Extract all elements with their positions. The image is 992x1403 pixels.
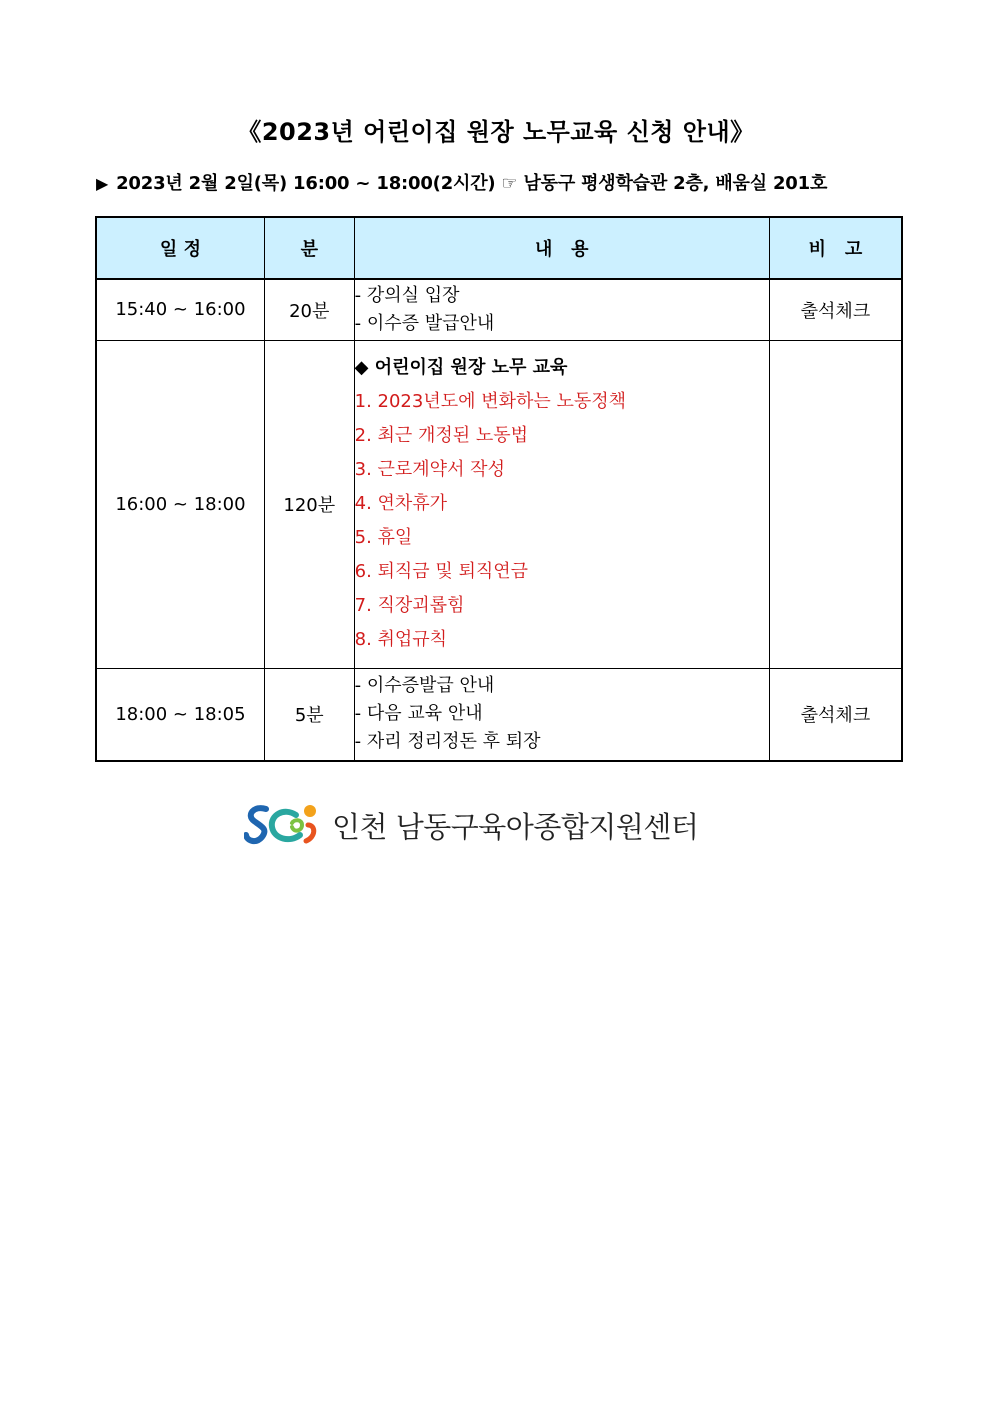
content-item: 8. 취업규칙: [354, 629, 448, 650]
row-minutes: 20분: [264, 279, 354, 340]
row-content: [354, 668, 769, 761]
content-line: - 강의실 입장: [354, 284, 460, 306]
header-minutes: 분: [264, 217, 354, 279]
content-heading: ◆ 어린이집 원장 노무 교육: [354, 357, 568, 378]
row-time: 15:40 ~ 16:00: [96, 279, 264, 340]
header-schedule: 일 정: [96, 217, 264, 279]
content-line: - 이수증발급 안내: [354, 675, 495, 697]
footer-org: [244, 800, 698, 850]
content-item: 4. 연차휴가: [354, 493, 448, 514]
header-content: 내 용: [354, 217, 769, 279]
content-line: - 자리 정리정돈 후 퇴장: [354, 731, 541, 753]
play-arrow-icon: ▶: [96, 174, 109, 193]
content-item: 5. 휴일: [354, 527, 413, 548]
content-line: - 다음 교육 안내: [354, 703, 483, 725]
row-content: [354, 340, 769, 668]
row-note: 출석체크: [769, 279, 902, 340]
table-row: [96, 279, 902, 340]
content-item: 6. 퇴직금 및 퇴직연금: [354, 561, 529, 582]
event-info: [96, 169, 827, 195]
row-minutes: 120분: [264, 340, 354, 668]
content-item: 2. 최근 개정된 노동법: [354, 425, 529, 446]
table-row: [96, 340, 902, 668]
schedule-table: [95, 216, 903, 762]
sc-logo-icon: [244, 801, 322, 849]
row-note: [769, 340, 902, 668]
org-name: 인천 남동구육아종합지원센터: [332, 809, 699, 844]
row-content: [354, 279, 769, 340]
row-note: 출석체크: [769, 668, 902, 761]
row-minutes: 5분: [264, 668, 354, 761]
table-row: [96, 668, 902, 761]
row-time: 18:00 ~ 18:05: [96, 668, 264, 761]
content-item: 3. 근로계약서 작성: [354, 459, 505, 480]
event-info-text: 2023년 2월 2일(목) 16:00 ~ 18:00(2시간) ☞ 남동구 평생학습관 2층, 배움실 201호: [116, 173, 828, 194]
content-item: 7. 직장괴롭힘: [354, 595, 465, 616]
content-item: 1. 2023년도에 변화하는 노동정책: [354, 391, 627, 412]
row-time: 16:00 ~ 18:00: [96, 340, 264, 668]
table-header-row: [96, 217, 902, 279]
content-line: - 이수증 발급안내: [354, 312, 495, 334]
header-note: 비 고: [769, 217, 902, 279]
page-title: 《2023년 어린이집 원장 노무교육 신청 안내》: [237, 118, 755, 146]
